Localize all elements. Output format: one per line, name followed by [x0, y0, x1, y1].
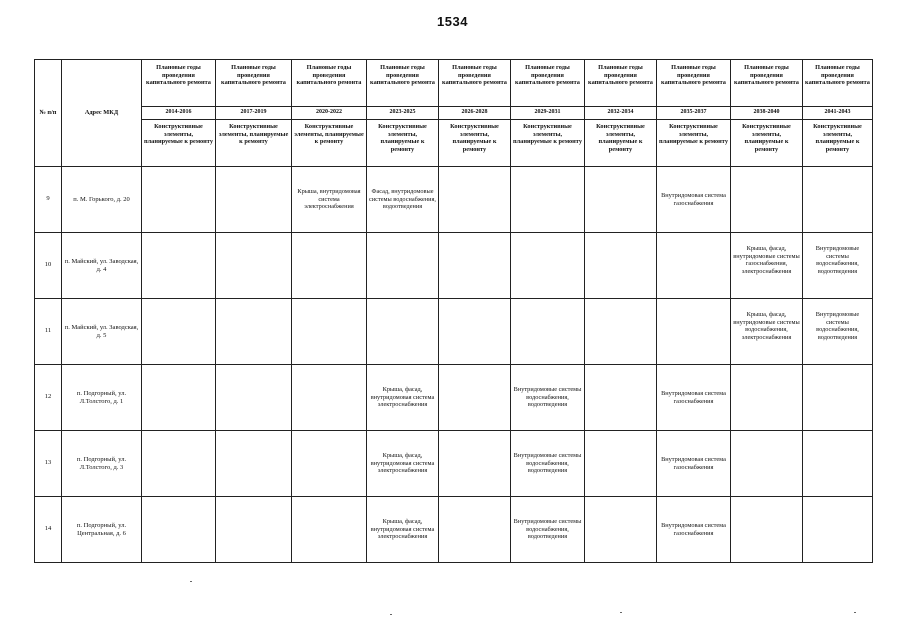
period-subheader: Конструктивные элементы, планируемые к ремонту	[439, 120, 511, 167]
header-row-periods	[35, 60, 873, 107]
table-cell	[803, 497, 873, 563]
row-address: п. М. Горького, д. 20	[62, 167, 142, 233]
period-years: 2023-2025	[367, 107, 439, 120]
table-cell	[731, 167, 803, 233]
page-number: 1534	[437, 14, 468, 29]
table-cell	[142, 167, 216, 233]
table-cell: Крыша, фасад, внутридомовая система электроснабжения	[367, 431, 439, 497]
table-row	[35, 365, 873, 431]
table-cell	[142, 365, 216, 431]
table-cell	[292, 299, 367, 365]
table-cell	[216, 497, 292, 563]
table-cell	[731, 365, 803, 431]
row-number: 14	[35, 497, 62, 563]
row-number: 10	[35, 233, 62, 299]
table-cell	[216, 431, 292, 497]
period-subheader: Конструктивные элементы, планируемые к ремонту	[657, 120, 731, 167]
period-subheader: Конструктивные элементы, планируемые к ремонту	[511, 120, 585, 167]
row-address: п. Майский, ул. Заводская, д. 5	[62, 299, 142, 365]
table-cell	[216, 233, 292, 299]
row-address: п. Майский, ул. Заводская, д. 4	[62, 233, 142, 299]
period-subheader: Конструктивные элементы, планируемые к ремонту	[142, 120, 216, 167]
period-years: 2035-2037	[657, 107, 731, 120]
period-years: 2020-2022	[292, 107, 367, 120]
period-years: 2017-2019	[216, 107, 292, 120]
period-years: 2014-2016	[142, 107, 216, 120]
period-header: Плановые годы проведения капитального ремонта	[439, 60, 511, 107]
period-header: Плановые годы проведения капитального ремонта	[292, 60, 367, 107]
table-cell	[439, 365, 511, 431]
table-cell	[439, 299, 511, 365]
table-row	[35, 299, 873, 365]
scan-speck	[190, 581, 192, 582]
row-number: 12	[35, 365, 62, 431]
column-header-number: № п/п	[35, 60, 62, 167]
row-number: 13	[35, 431, 62, 497]
table-cell	[292, 431, 367, 497]
period-subheader: Конструктивные элементы, планируемые к ремонту	[367, 120, 439, 167]
table-cell	[585, 299, 657, 365]
table-row	[35, 167, 873, 233]
row-address: п. Подгорный, ул. Л.Толстого, д. 3	[62, 431, 142, 497]
header-row-elements	[35, 120, 873, 167]
table-cell: Внутридомовая система газоснабжения	[657, 365, 731, 431]
table-cell: Фасад, внутридомовые системы водоснабжения, водоотведения	[367, 167, 439, 233]
table-cell	[585, 365, 657, 431]
table-cell: Крыша, фасад, внутридомовая система электроснабжения	[367, 497, 439, 563]
table-cell	[216, 365, 292, 431]
table-cell: Внутридомовые системы водоснабжения, водоотведения	[803, 233, 873, 299]
table-cell	[439, 497, 511, 563]
table-cell	[511, 233, 585, 299]
table-cell	[803, 167, 873, 233]
period-years: 2026-2028	[439, 107, 511, 120]
table-cell	[216, 299, 292, 365]
table-row	[35, 497, 873, 563]
table-cell: Внутридомовая система газоснабжения	[657, 497, 731, 563]
period-years: 2029-2031	[511, 107, 585, 120]
table-cell	[731, 431, 803, 497]
period-subheader: Конструктивные элементы, планируемые к ремонту	[292, 120, 367, 167]
period-header: Плановые годы проведения капитального ремонта	[216, 60, 292, 107]
scan-speck	[854, 612, 856, 613]
table-cell	[803, 431, 873, 497]
row-address: п. Подгорный, ул. Центральная, д. 6	[62, 497, 142, 563]
table-cell	[142, 497, 216, 563]
table-cell	[657, 233, 731, 299]
period-header: Плановые годы проведения капитального ремонта	[367, 60, 439, 107]
table-cell	[585, 497, 657, 563]
table-cell: Внутридомовые системы водоснабжения, водоотведения	[803, 299, 873, 365]
table-cell	[142, 233, 216, 299]
table-cell	[585, 233, 657, 299]
row-number: 9	[35, 167, 62, 233]
period-subheader: Конструктивные элементы, планируемые к ремонту	[585, 120, 657, 167]
table-cell: Крыша, фасад, внутридомовые системы газоснабжения, электроснабжения	[731, 233, 803, 299]
table-cell	[439, 431, 511, 497]
table-row	[35, 431, 873, 497]
scan-speck	[620, 612, 622, 613]
table-cell: Внутридомовая система газоснабжения	[657, 167, 731, 233]
table-cell: Крыша, фасад, внутридомовая система электроснабжения	[367, 365, 439, 431]
table-cell	[439, 233, 511, 299]
period-header: Плановые годы проведения капитального ремонта	[731, 60, 803, 107]
scan-speck	[390, 614, 392, 615]
table-cell	[439, 167, 511, 233]
table-row	[35, 233, 873, 299]
row-number: 11	[35, 299, 62, 365]
period-subheader: Конструктивные элементы, планируемые к ремонту	[216, 120, 292, 167]
period-header: Плановые годы проведения капитального ремонта	[585, 60, 657, 107]
period-header: Плановые годы проведения капитального ремонта	[657, 60, 731, 107]
table-cell	[585, 167, 657, 233]
table-cell: Внутридомовая система газоснабжения	[657, 431, 731, 497]
period-years: 2038-2040	[731, 107, 803, 120]
period-subheader: Конструктивные элементы, планируемые к ремонту	[803, 120, 873, 167]
table-cell	[731, 497, 803, 563]
period-header: Плановые годы проведения капитального ремонта	[142, 60, 216, 107]
table-cell	[142, 299, 216, 365]
table-cell	[511, 299, 585, 365]
table-cell	[803, 365, 873, 431]
table-cell	[216, 167, 292, 233]
capital-repair-plan-table	[34, 59, 873, 563]
table-cell: Внутридомовые системы водоснабжения, водоотведения	[511, 431, 585, 497]
row-address: п. Подгорный, ул. Л.Толстого, д. 1	[62, 365, 142, 431]
table-cell: Крыша, внутридомовая система электроснабжения	[292, 167, 367, 233]
table-cell: Внутридомовые системы водоснабжения, водоотведения	[511, 365, 585, 431]
table-cell	[142, 431, 216, 497]
period-subheader: Конструктивные элементы, планируемые к ремонту	[731, 120, 803, 167]
table-cell	[657, 299, 731, 365]
period-years: 2041-2043	[803, 107, 873, 120]
table-cell	[292, 497, 367, 563]
table-cell	[367, 299, 439, 365]
table-cell: Крыша, фасад, внутридомовые системы водоснабжения, электроснабжения	[731, 299, 803, 365]
table-cell: Внутридомовые системы водоснабжения, водоотведения	[511, 497, 585, 563]
table-cell	[511, 167, 585, 233]
period-years: 2032-2034	[585, 107, 657, 120]
header-row-years	[35, 107, 873, 120]
table-cell	[292, 233, 367, 299]
period-header: Плановые годы проведения капитального ремонта	[803, 60, 873, 107]
period-header: Плановые годы проведения капитального ремонта	[511, 60, 585, 107]
table-cell	[367, 233, 439, 299]
table-cell	[585, 431, 657, 497]
table-cell	[292, 365, 367, 431]
column-header-address: Адрес МКД	[62, 60, 142, 167]
